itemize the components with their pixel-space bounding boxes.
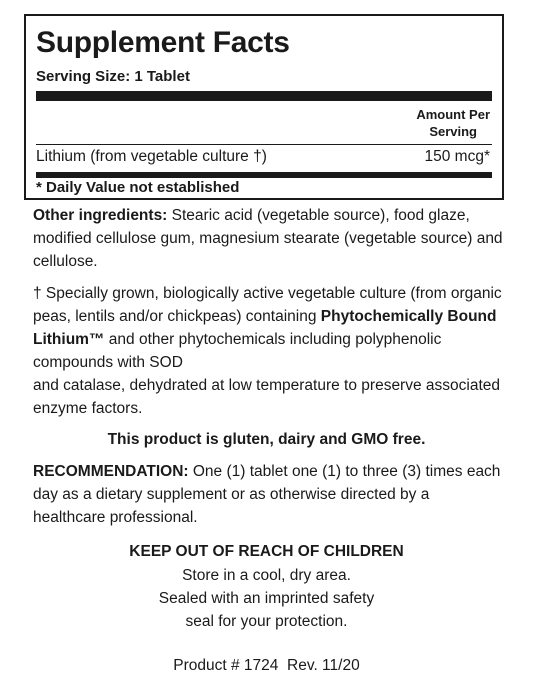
culture-text-after-2: and catalase, dehydrated at low temperature to preserve associated enzyme factors. [33,377,500,417]
storage-instructions [0,564,533,633]
amount-per-serving-header [416,106,490,140]
culture-text-before: † Specially grown, biologically active vegetable culture (from organic peas, lentils and/or chickpeas) containing [33,285,502,325]
culture-bold-name: Phytochemically Bound Lithium™ [33,308,497,348]
thin-divider [36,144,492,145]
amount-header-line1: Amount Per [416,107,490,122]
storage-line-2: Sealed with an imprinted safety [158,590,375,607]
recommendation [33,460,503,529]
product-number: Product # 1724 Rev. 11/20 [173,657,360,674]
storage-line-1: Store in a cool, dry area. [182,567,351,584]
amount-header-line2: Serving [429,124,477,139]
medium-divider [36,172,492,178]
nutrient-amount: 150 mcg* [424,148,490,165]
other-ingredients [33,204,503,273]
ingredients-text: Stearic acid (vegetable source), food glaze, modified cellulose gum, magnesium stearate (vegetable source) and cellulose. [33,207,503,270]
ingredients-label: Other ingredients: [33,207,168,224]
facts-title: Supplement Facts [36,26,290,59]
culture-description [33,282,503,420]
culture-text-after-1: and other phytochemicals including polyphenolic compounds with SOD [33,331,442,371]
recommendation-text: One (1) tablet one (1) to three (3) times each day as a dietary supplement or as otherwise directed by a healthcare professional. [33,463,501,526]
supplement-facts-panel [24,14,504,200]
daily-value-note: * Daily Value not established [36,179,240,196]
thick-divider [36,91,492,101]
recommendation-label: RECOMMENDATION: [33,463,189,480]
gluten-statement: This product is gluten, dairy and GMO free. [107,431,426,448]
nutrient-name: Lithium (from vegetable culture †) [36,148,267,165]
child-warning: KEEP OUT OF REACH OF CHILDREN [129,543,404,560]
storage-line-3: seal for your protection. [185,613,348,630]
serving-size: Serving Size: 1 Tablet [36,68,190,85]
